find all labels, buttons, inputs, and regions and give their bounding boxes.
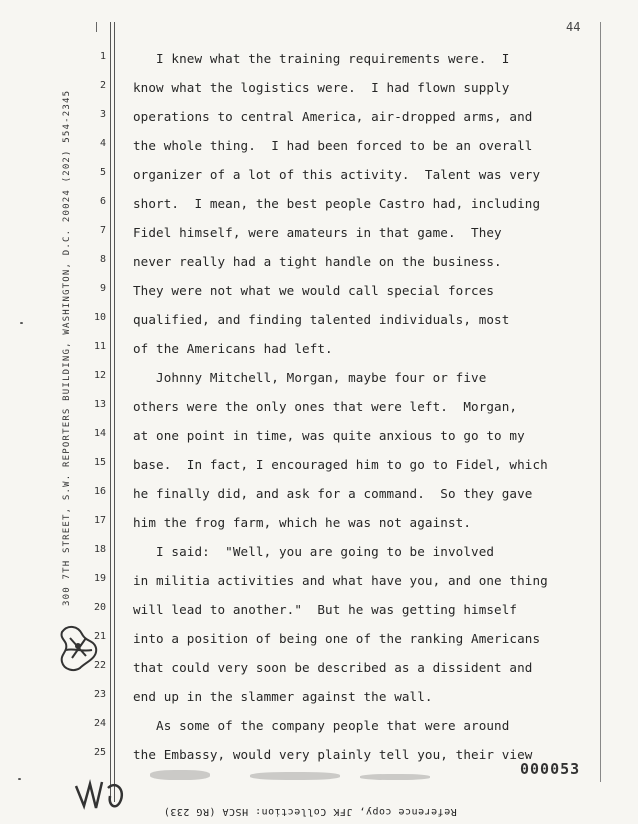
line-number: 7 xyxy=(99,225,106,236)
line-number: 25 xyxy=(93,747,106,758)
line-number: 13 xyxy=(93,399,106,410)
margin-tick xyxy=(96,22,97,32)
transcript-line: of the Americans had left. xyxy=(133,341,333,356)
transcript-line: the Embassy, would very plainly tell you, their view xyxy=(133,747,533,762)
line-number: 23 xyxy=(93,689,106,700)
line-number: 15 xyxy=(93,457,106,468)
line-number: 22 xyxy=(93,660,106,671)
line-number: 9 xyxy=(99,283,106,294)
scan-speck xyxy=(18,778,21,780)
transcript-line: organizer of a lot of this activity. Talent was very xyxy=(133,167,541,182)
line-number: 6 xyxy=(99,196,106,207)
line-number: 21 xyxy=(93,631,106,642)
transcript-line: I knew what the training requirements were. I xyxy=(133,51,510,66)
document-number: 000053 xyxy=(520,760,581,778)
transcript-line: at one point in time, was quite anxious to go to my xyxy=(133,428,525,443)
line-number: 10 xyxy=(93,312,106,323)
transcript-line: Johnny Mitchell, Morgan, maybe four or five xyxy=(133,370,487,385)
transcript-line: that could very soon be described as a dissident and xyxy=(133,660,533,675)
transcript-line: I said: "Well, you are going to be involved xyxy=(133,544,495,559)
transcript-line: others were the only ones that were left. Morgan, xyxy=(133,399,518,414)
transcript-line: base. In fact, I encouraged him to go to Fidel, which xyxy=(133,457,548,472)
transcript-line: never really had a tight handle on the business. xyxy=(133,254,502,269)
collection-reference-stamp: Reference copy, JFK Collection: HSCA (RG 233) xyxy=(163,806,457,817)
reporter-address-stamp: 300 7TH STREET, S.W. REPORTERS BUILDING, WASHINGTON, D.C. 20024 (202) 554-2345 xyxy=(62,89,72,606)
transcript-line: short. I mean, the best people Castro had, including xyxy=(133,196,541,211)
transcript-line: he finally did, and ask for a command. So they gave xyxy=(133,486,533,501)
transcript-line: operations to central America, air-dropped arms, and xyxy=(133,109,533,124)
transcript-line: in militia activities and what have you, and one thing xyxy=(133,573,548,588)
transcript-line: end up in the slammer against the wall. xyxy=(133,689,433,704)
transcript-line: into a position of being one of the ranking Americans xyxy=(133,631,541,646)
scan-smudge xyxy=(150,770,210,780)
line-number: 24 xyxy=(93,718,106,729)
line-number: 3 xyxy=(99,109,106,120)
line-number: 11 xyxy=(93,341,106,352)
line-number: 14 xyxy=(93,428,106,439)
line-number: 20 xyxy=(93,602,106,613)
transcript-line: will lead to another." But he was getting himself xyxy=(133,602,518,617)
transcript-line: Fidel himself, were amateurs in that game. They xyxy=(133,225,502,240)
line-number: 19 xyxy=(93,573,106,584)
scan-smudge xyxy=(250,772,340,780)
line-number: 16 xyxy=(93,486,106,497)
scan-smudge xyxy=(360,774,430,780)
line-number: 5 xyxy=(99,167,106,178)
line-number: 8 xyxy=(99,254,106,265)
margin-rule-inner xyxy=(114,22,115,802)
margin-rule-outer xyxy=(110,22,111,802)
corner-scribble-icon xyxy=(72,776,132,816)
transcript-line: know what the logistics were. I had flown supply xyxy=(133,80,510,95)
transcript-line: him the frog farm, which he was not against. xyxy=(133,515,472,530)
transcript-line: As some of the company people that were around xyxy=(133,718,510,733)
page-number: 44 xyxy=(566,20,581,34)
line-number: 2 xyxy=(99,80,106,91)
right-margin-rule xyxy=(600,22,601,782)
transcript-line: the whole thing. I had been forced to be an overall xyxy=(133,138,533,153)
line-number: 1 xyxy=(99,51,106,62)
line-number: 18 xyxy=(93,544,106,555)
line-number: 12 xyxy=(93,370,106,381)
line-number: 4 xyxy=(99,138,106,149)
transcript-line: They were not what we would call special forces xyxy=(133,283,495,298)
transcript-line: qualified, and finding talented individuals, most xyxy=(133,312,510,327)
scan-speck xyxy=(20,322,23,324)
line-number: 17 xyxy=(93,515,106,526)
